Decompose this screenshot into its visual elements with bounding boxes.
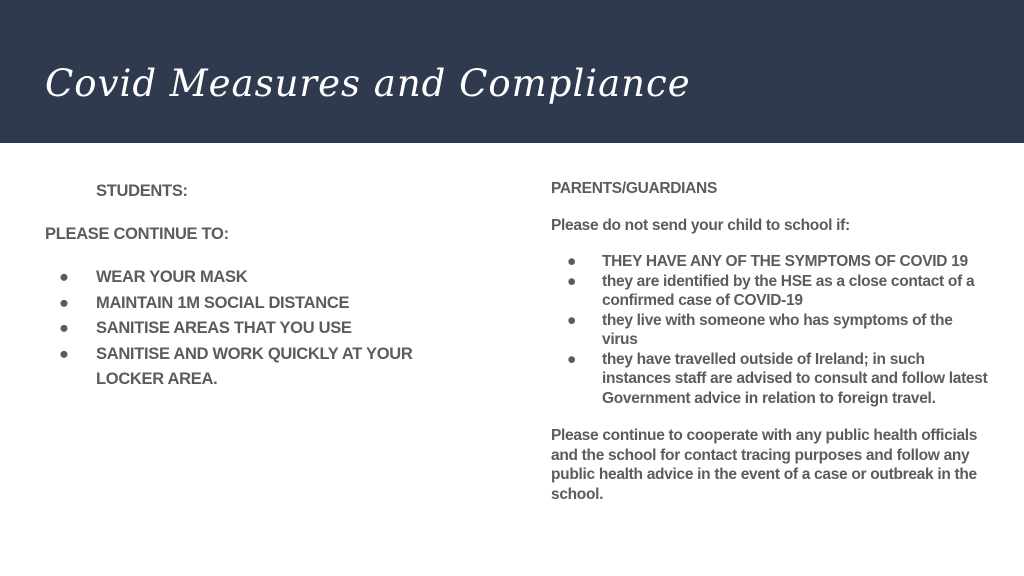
list-item [45, 265, 465, 291]
list-item-text: WEAR YOUR MASK [96, 268, 248, 286]
bullet-icon: ● [59, 268, 69, 286]
parents-closing: Please continue to cooperate with any public health officials and the school for contact tracing purposes and follow any public health advice in the event of a case or outbreak in the school. [551, 427, 978, 503]
list-item [45, 291, 465, 317]
list-item-text: they live with someone who has symptoms of the virus [602, 311, 953, 348]
bullet-icon: ● [59, 293, 69, 312]
students-subheading: PLEASE CONTINUE TO: [45, 225, 229, 243]
list-item [551, 311, 991, 350]
list-item-text: SANITISE AREAS THAT YOU USE [96, 319, 352, 337]
students-heading: STUDENTS: [96, 182, 188, 200]
list-item [45, 342, 465, 393]
bullet-icon: ● [567, 272, 577, 290]
parents-intro: Please do not send your child to school if: [551, 216, 850, 234]
slide-title: Covid Measures and Compliance [45, 62, 691, 105]
list-item [45, 316, 465, 342]
list-item-text: they are identified by the HSE as a close contact of a confirmed case of COVID-19 [602, 272, 975, 309]
bullet-icon: ● [567, 253, 577, 270]
bullet-icon: ● [567, 311, 577, 329]
bullet-icon: ● [59, 344, 69, 363]
parents-heading: PARENTS/GUARDIANS [551, 180, 717, 197]
list-item-text: they have travelled outside of Ireland; in such instances staff are advised to consult and follow latest Government advice in relation to foreign travel. [602, 350, 988, 407]
parents-list [551, 252, 991, 408]
list-item [551, 252, 991, 272]
list-item-text: SANITISE AND WORK QUICKLY AT YOUR LOCKER AREA. [96, 344, 413, 388]
students-list [45, 265, 465, 393]
list-item [551, 272, 991, 311]
title-banner [0, 0, 1024, 143]
list-item-text: THEY HAVE ANY OF THE SYMPTOMS OF COVID 19 [602, 253, 968, 270]
list-item [551, 350, 991, 409]
list-item-text: MAINTAIN 1M SOCIAL DISTANCE [96, 293, 350, 312]
parents-section [551, 179, 991, 504]
bullet-icon: ● [567, 350, 577, 368]
bullet-icon: ● [59, 319, 69, 337]
